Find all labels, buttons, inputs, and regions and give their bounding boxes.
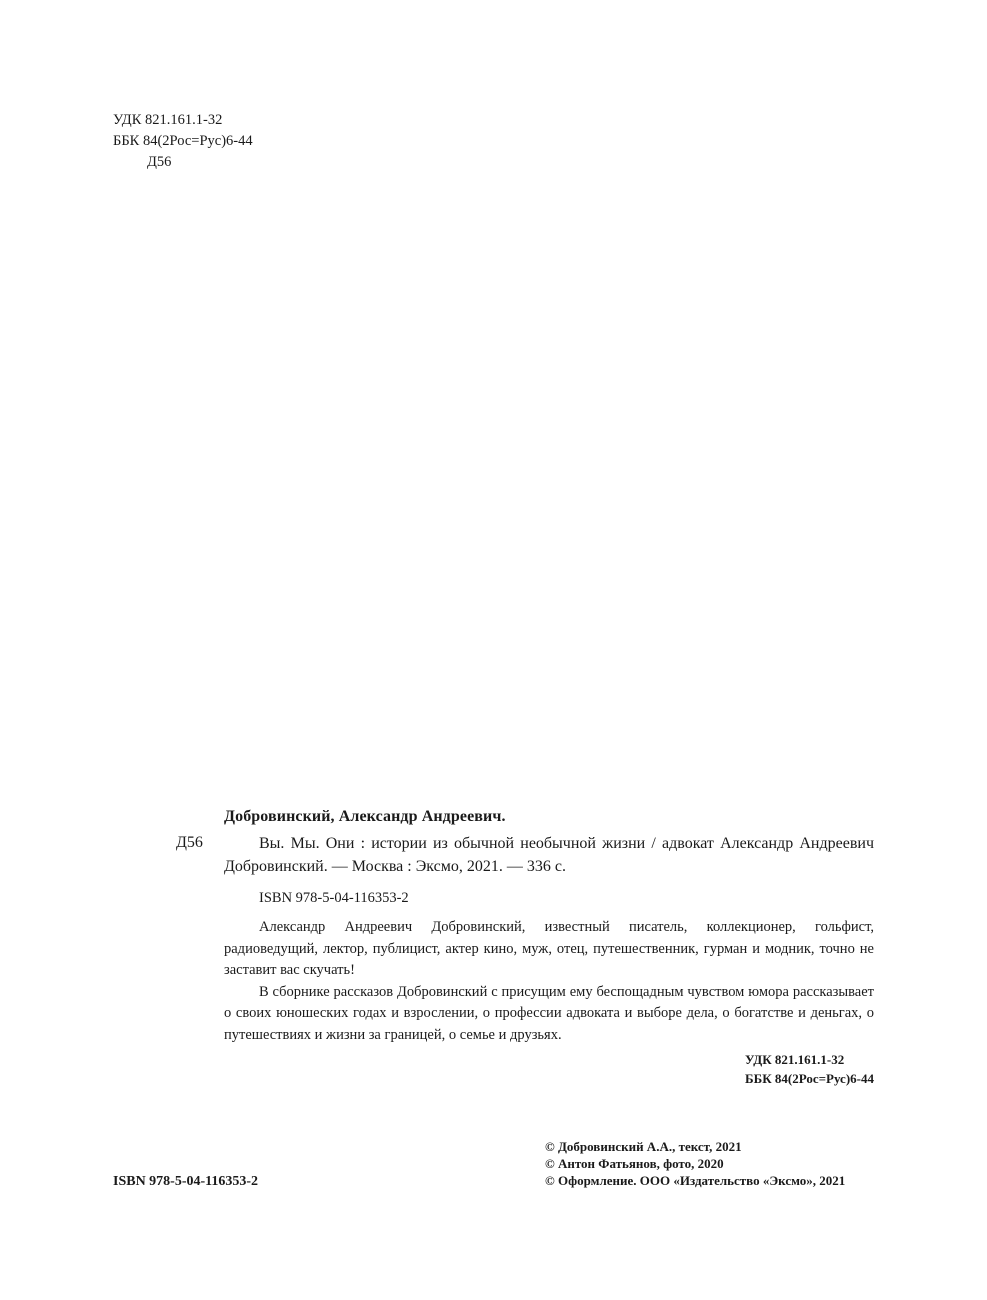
copyright-block: [545, 1138, 845, 1189]
catalog-udk-code: УДК 821.161.1-32: [745, 1052, 845, 1067]
catalog-bbk-code: ББК 84(2Рос=Рус)6-44: [745, 1071, 874, 1086]
copyright-line: © Добровинский А.А., текст, 2021: [545, 1139, 742, 1154]
footer-isbn: ISBN 978-5-04-116353-2: [113, 1174, 259, 1189]
annotation-paragraph: Александр Андреевич Добровинский, известный писатель, коллекционер, гольфист, радиоведущий, лектор, публицист, актер кино, муж, отец, путешественник, гурман и модник, точно не заставит вас скучать!: [224, 919, 874, 978]
udk-code: УДК 821.161.1-32: [113, 112, 223, 128]
annotation-paragraph: В сборнике рассказов Добровинский с присущим ему беспощадным чувством юмора рассказывает о своих юношеских годах и взрослении, о профессии адвоката и выборе дела, о богатстве и деньгах, о путешествиях и жизни за границей, о семье и друзьях.: [224, 983, 874, 1043]
copyright-line: © Оформление. ООО «Издательство «Эксмо», 2021: [545, 1173, 846, 1188]
catalog-isbn: ISBN 978-5-04-116353-2: [259, 890, 409, 906]
catalog-title-description: Вы. Мы. Они : истории из обычной необычной жизни / адвокат Александр Андреевич Добровинский. — Москва : Эксмо, 2021. — 336 с.: [224, 835, 874, 875]
catalog-author-heading: Добровинский, Александр Андреевич.: [224, 808, 506, 825]
catalog-classification-codes: [745, 1050, 874, 1088]
bbk-code: ББК 84(2Рос=Рус)6-44: [113, 133, 253, 149]
catalog-annotation: [224, 917, 874, 1046]
author-code: Д56: [147, 154, 172, 170]
catalog-author-code: Д56: [176, 834, 203, 851]
copyright-line: © Антон Фатьянов, фото, 2020: [545, 1156, 724, 1171]
top-classification-block: [113, 110, 253, 173]
